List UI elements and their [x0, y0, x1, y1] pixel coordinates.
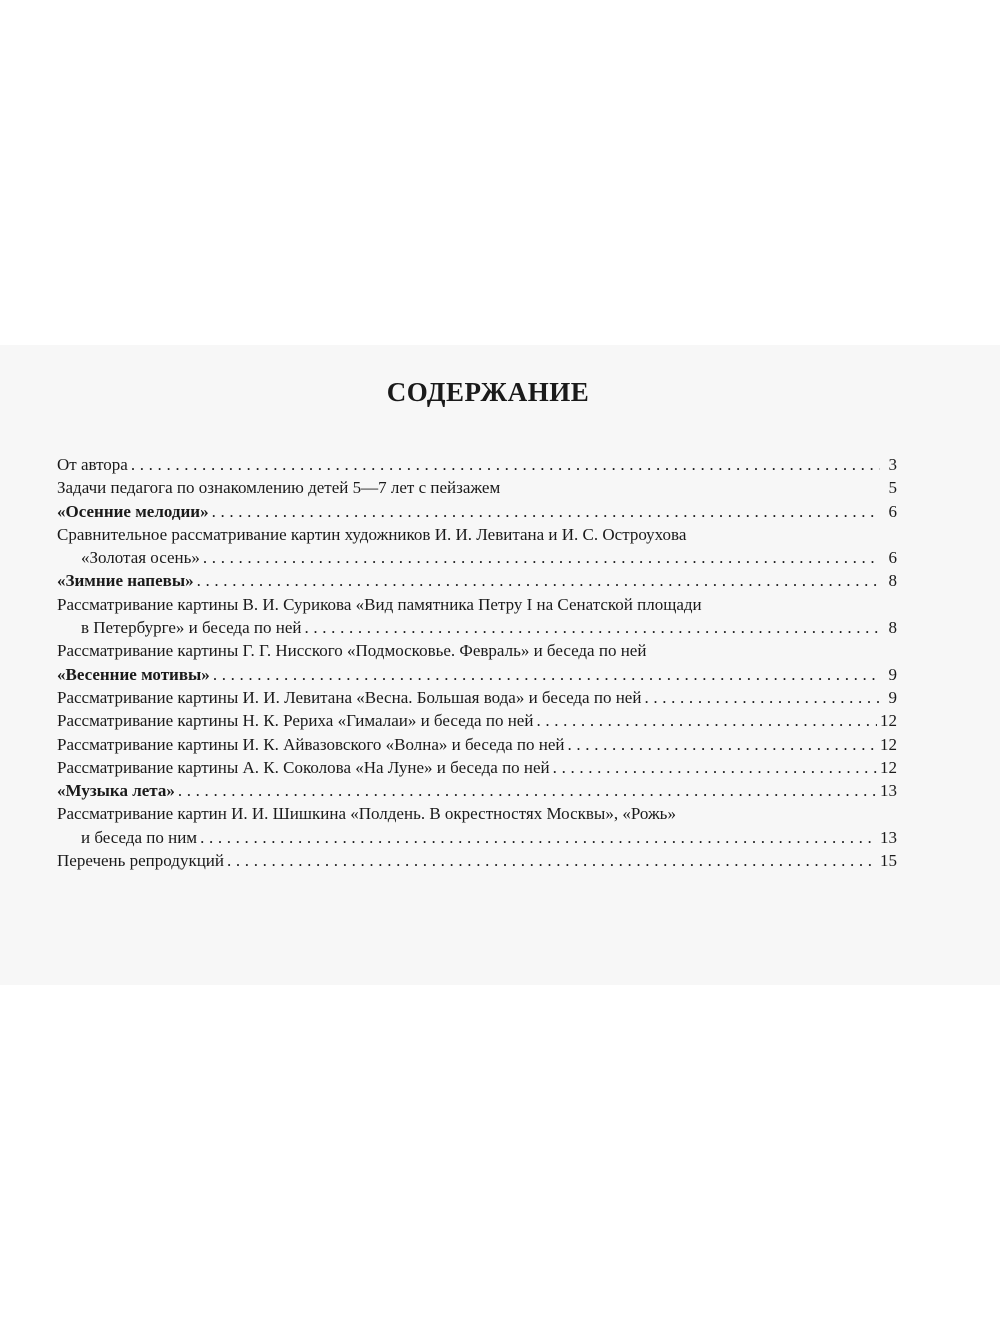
- toc-entry-title: Рассматривание картины И. И. Левитана «Весна. Большая вода» и беседа по ней: [57, 687, 642, 707]
- toc-leader-dots: [131, 455, 880, 475]
- toc-entry: [57, 595, 897, 618]
- toc-leader-dots: [212, 502, 880, 522]
- toc-entry: [57, 758, 897, 781]
- toc-entry-title: Рассматривание картины А. К. Соколова «На Луне» и беседа по ней: [57, 757, 550, 777]
- toc-leader-dots: [200, 828, 877, 848]
- toc-section-title: «Осенние мелодии»: [57, 501, 209, 521]
- toc-entry-page: 8: [888, 618, 897, 638]
- toc-entry-title: Сравнительное рассматривание картин художников И. И. Левитана и И. С. Остроухова: [57, 524, 687, 544]
- table-of-contents: [57, 455, 897, 874]
- toc-section: [57, 502, 897, 525]
- toc-entry: [57, 455, 897, 478]
- toc-entry: [57, 641, 897, 664]
- toc-entry-title: Рассматривание картины Г. Г. Нисского «Подмосковье. Февраль» и беседа по ней: [57, 641, 647, 661]
- page-title: СОДЕРЖАНИЕ: [386, 377, 590, 407]
- toc-leader-dots: [197, 571, 880, 591]
- toc-entry-page: 15: [880, 851, 897, 871]
- toc-entry-page: 5: [888, 478, 897, 498]
- toc-entry: [57, 525, 897, 548]
- toc-entry-page: 13: [880, 781, 897, 801]
- toc-section-title: «Весенние мотивы»: [57, 664, 210, 684]
- toc-leader-dots: [213, 665, 880, 685]
- toc-entry: [57, 804, 897, 827]
- toc-section-title: «Музыка лета»: [57, 781, 175, 801]
- toc-entry-continuation: [57, 548, 897, 571]
- toc-section-title: «Зимние напевы»: [57, 571, 194, 591]
- toc-entry-page: 6: [888, 548, 897, 568]
- toc-entry-continuation: [57, 828, 897, 851]
- toc-entry-title: «Золотая осень»: [81, 548, 200, 568]
- toc-entry-title: и беседа по ним: [81, 827, 198, 847]
- toc-entry: [57, 478, 897, 501]
- toc-entry-title: Рассматривание картины В. И. Сурикова «Вид памятника Петру I на Сенатской площади: [57, 594, 702, 614]
- toc-section: [57, 571, 897, 594]
- toc-entry-title: Рассматривание картин И. И. Шишкина «Полдень. В окрестностях Москвы», «Рожь»: [57, 804, 676, 824]
- toc-leader-dots: [227, 851, 877, 871]
- toc-entry-title: Рассматривание картины Н. К. Рериха «Гималаи» и беседа по ней: [57, 711, 534, 731]
- toc-entry-page: 3: [888, 455, 897, 474]
- toc-entry-title: в Петербурге» и беседа по ней: [81, 618, 302, 638]
- toc-leader-dots: [644, 688, 880, 708]
- toc-leader-dots: [536, 711, 877, 731]
- toc-entry: [57, 851, 897, 874]
- toc-entry-page: 8: [888, 571, 897, 591]
- toc-entry-page: 12: [880, 734, 897, 754]
- toc-entry-page: 9: [888, 664, 897, 684]
- toc-section: [57, 665, 897, 688]
- toc-section: [57, 781, 897, 804]
- toc-leader-dots: [203, 548, 880, 568]
- toc-leader-dots: [178, 781, 877, 801]
- toc-entry-title: Рассматривание картины И. К. Айвазовского «Волна» и беседа по ней: [57, 734, 565, 754]
- toc-entry-page: 6: [888, 501, 897, 521]
- toc-entry-title: От автора: [57, 455, 128, 474]
- toc-entry-page: 13: [880, 827, 897, 847]
- toc-entry: [57, 735, 897, 758]
- toc-entry-title: Задачи педагога по ознакомлению детей 5—7 лет с пейзажем: [57, 478, 501, 498]
- toc-leader-dots: [568, 735, 878, 755]
- toc-leader-dots: [553, 758, 877, 778]
- toc-entry-page: 9: [888, 687, 897, 707]
- toc-entry: [57, 711, 897, 734]
- toc-entry-title: Перечень репродукций: [57, 851, 224, 871]
- toc-leader-dots: [304, 618, 880, 638]
- toc-entry-continuation: [57, 618, 897, 641]
- toc-entry-page: 12: [880, 711, 897, 731]
- toc-entry-page: 12: [880, 757, 897, 777]
- toc-entry: [57, 688, 897, 711]
